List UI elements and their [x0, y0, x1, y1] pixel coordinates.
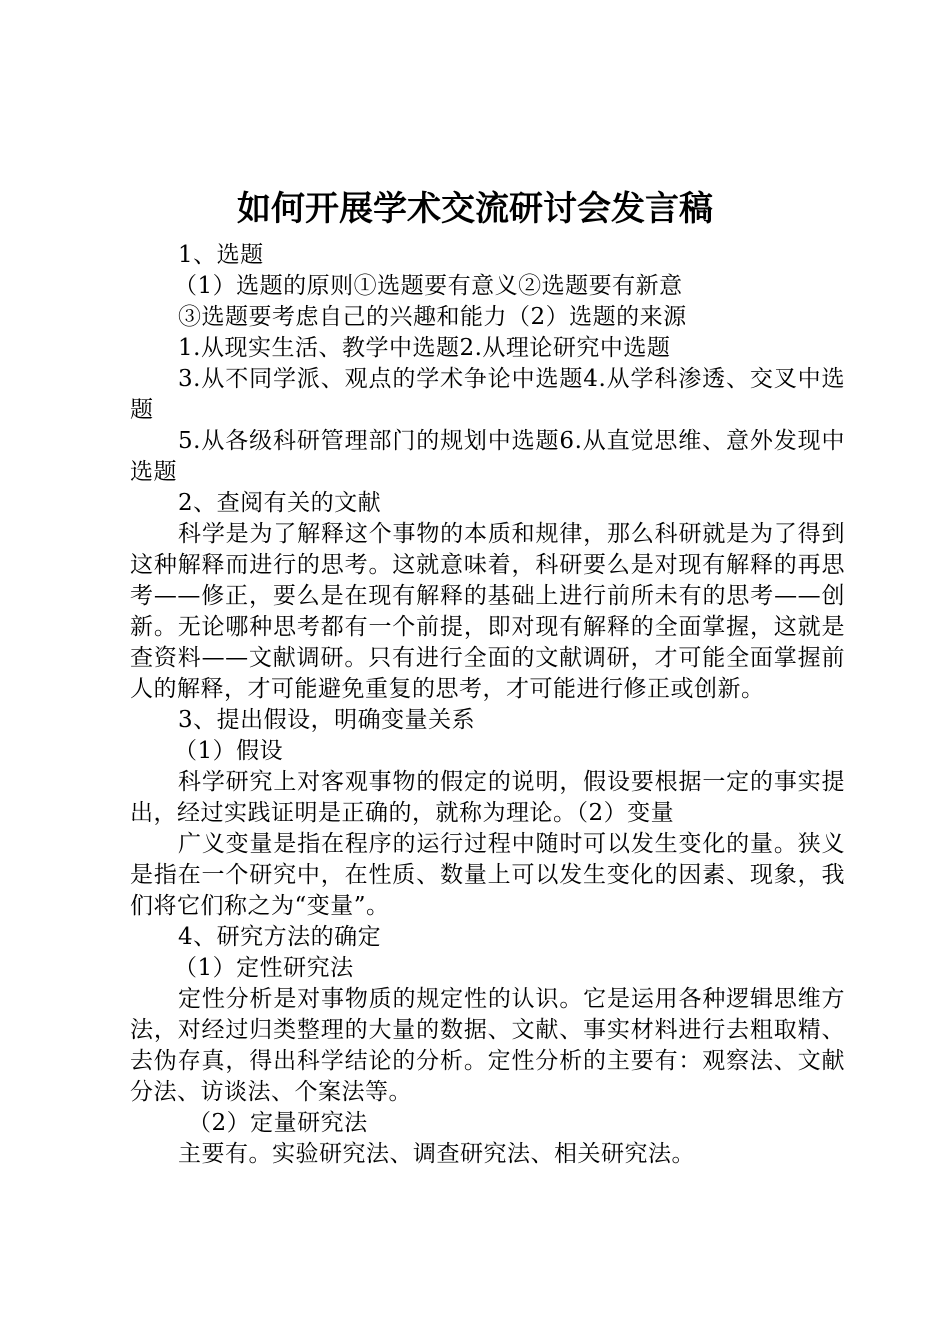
- paragraph: 3.从不同学派、观点的学术争论中选题4.从学科渗透、交叉中选题: [130, 366, 845, 423]
- subheading: （1）假设: [174, 738, 284, 764]
- section-heading-3: 3、提出假设，明确变量关系: [178, 707, 476, 733]
- paragraph: 广义变量是指在程序的运行过程中随时可以发生变化的量。狭义是指在一个研究中，在性质、数量上可以发生变化的因素、现象，我们将它们称之为“变量”。: [130, 831, 845, 919]
- section-heading-4: 4、研究方法的确定: [178, 924, 382, 950]
- paragraph: 定性分析是对事物质的规定性的认识。它是运用各种逻辑思维方法，对经过归类整理的大量的数据、文献、事实材料进行去粗取精、去伪存真，得出科学结论的分析。定性分析的主要有：观察法、文献分法、访谈法、个案法等。: [130, 986, 845, 1105]
- paragraph: （1）选题的原则①选题要有意义②选题要有新意: [174, 273, 683, 299]
- document-body: [130, 240, 845, 1170]
- paragraph: 1.从现实生活、教学中选题2.从理论研究中选题: [178, 335, 671, 361]
- subheading: （2）定量研究法: [188, 1110, 368, 1136]
- paragraph: 科学是为了解释这个事物的本质和规律，那么科研就是为了得到这种解释而进行的思考。这就意味着，科研要么是对现有解释的再思考——修正，要么是在现有解释的基础上进行前所未有的思考——创新。无论哪种思考都有一个前提，即对现有解释的全面掌握，这就是查资料——文献调研。只有进行全面的文献调研，才可能全面掌握前人的解释，才可能避免重复的思考，才可能进行修正或创新。: [130, 521, 845, 702]
- paragraph: 科学研究上对客观事物的假定的说明，假设要根据一定的事实提出，经过实践证明是正确的，就称为理论。（2）变量: [130, 769, 845, 826]
- section-heading-1: 1、选题: [178, 242, 264, 268]
- document-title: 如何开展学术交流研讨会发言稿: [237, 189, 713, 229]
- paragraph: ③选题要考虑自己的兴趣和能力（2）选题的来源: [178, 304, 687, 330]
- subheading: （1）定性研究法: [174, 955, 354, 981]
- paragraph: 主要有。实验研究法、调查研究法、相关研究法。: [178, 1141, 695, 1167]
- paragraph: 5.从各级科研管理部门的规划中选题6.从直觉思维、意外发现中选题: [130, 428, 845, 485]
- section-heading-2: 2、查阅有关的文献: [178, 490, 382, 516]
